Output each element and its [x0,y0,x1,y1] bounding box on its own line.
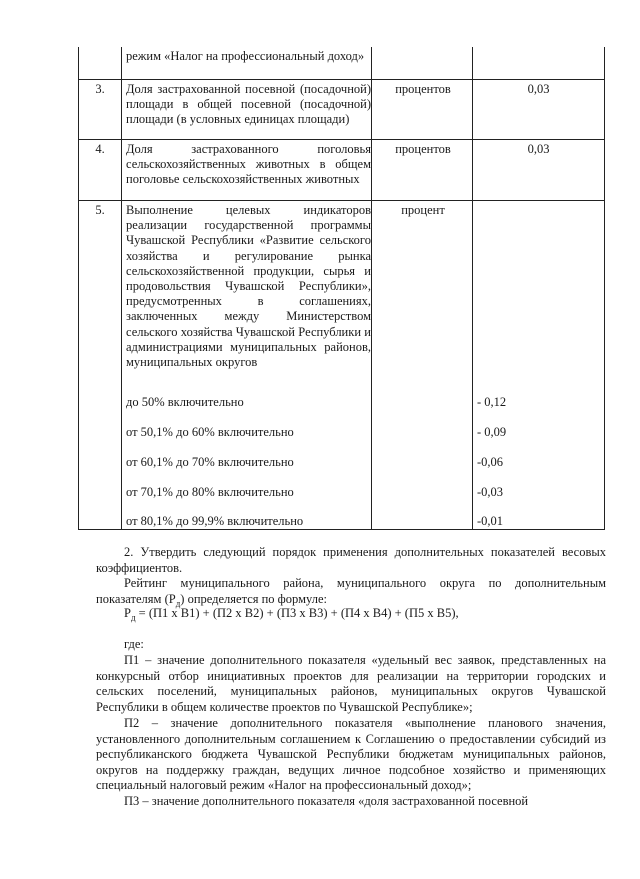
range-label: от 80,1% до 99,9% включительно [126,514,304,528]
row-divider [79,79,604,80]
row-divider [79,139,604,140]
row-continuation-name: режим «Налог на профессиональный доход» [126,49,365,63]
range-coefficient: - 0,09 [477,425,507,439]
row-3-value: 0,03 [527,82,550,96]
row-5-number: 5. [95,203,105,217]
row-3-unit: процентов [395,82,451,96]
formula-lhs: Р [124,606,131,620]
row-4-number: 4. [95,142,105,156]
formula-rhs: = (П1 x В1) + (П2 x В2) + (П3 x В3) + (П4 x В4) + (П5 x В5), [135,606,459,620]
where-label: где: [124,637,144,651]
range-label: до 50% включительно [126,395,244,409]
col-divider [472,47,473,530]
row-3-name: Доля застрахованной посевной (посадочной) площади в общей посевной (посадочной) площади (в условных единицах площади) [126,82,371,127]
rating-intro: Рейтинг муниципального района, муниципального округа по дополнительным показателям (Р [96,576,606,606]
range-coefficient: -0,03 [477,485,504,499]
row-4-value: 0,03 [527,142,550,156]
col-divider [121,47,122,530]
row-4-name: Доля застрахованного поголовья сельскохозяйственных животных в общем поголовье сельскохозяйственных животных [126,142,371,187]
range-label: от 70,1% до 80% включительно [126,485,294,499]
row-5-name: Выполнение целевых индикаторов реализации государственной программы Чувашской Республики «Развитие сельского хозяйства и регулирование рынка сельскохозяйственной продукции, сырья и продовольствия Чувашской Республики», предусмотренных в соглашениях, заключенных между Министерством сельского хозяйства Чувашской Республики и администрациями муниципальных районов, муниципальных округов [126,203,371,370]
rating-end: ) определяется по формуле: [180,591,327,606]
range-coefficient: -0,06 [477,455,504,469]
row-5-unit: процент [401,203,445,217]
definition-p3: П3 – значение дополнительного показателя «доля застрахованной посевной [124,794,529,808]
formula-subscript: д [130,612,136,623]
row-4-unit: процентов [395,142,451,156]
row-3-number: 3. [95,82,105,96]
range-label: от 60,1% до 70% включительно [126,455,294,469]
range-coefficient: - 0,12 [477,395,507,409]
range-coefficient: -0,01 [477,514,504,528]
definition-p1: П1 – значение дополнительного показателя «удельный вес заявок, представленных на конкурсный отбор инициативных проектов для реализации на территории городских и сельских поселений, муниципальных районов, муниципальных округов Чувашской Республики в общем количестве проектов по Чувашской Республике»; [96,653,606,714]
indicators-table [78,47,605,530]
paragraph-2: 2. Утвердить следующий порядок применения дополнительных показателей весовых коэффициентов. [96,545,606,575]
formula [124,606,459,623]
range-label: от 50,1% до 60% включительно [126,425,294,439]
definition-p2: П2 – значение дополнительного показателя «выполнение планового значения, установленного дополнительным соглашением к Соглашению о предоставлении субсидий из республиканского бюджета Чувашской Республики бюджетам муниципальных районов, округов на поддержку граждан, ведущих личное подсобное хозяйство и применяющих специальный налоговый режим «Налог на профессиональный доход»; [96,716,606,793]
rating-subscript: д [175,598,181,609]
row-divider [79,200,604,201]
